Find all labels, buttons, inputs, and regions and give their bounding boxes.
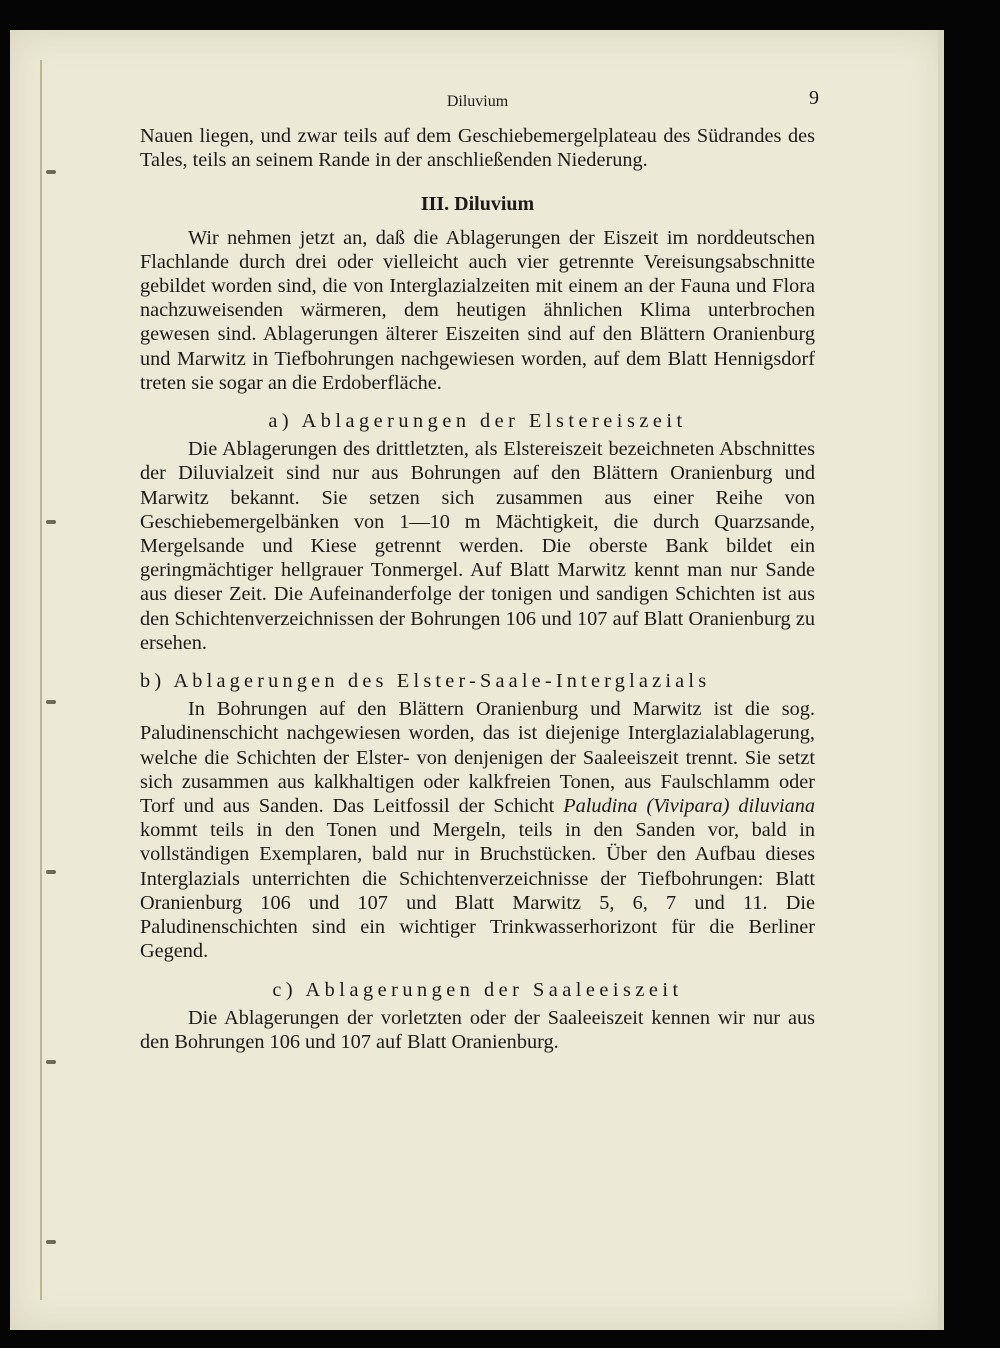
intro-paragraph: Nauen liegen, und zwar teils auf dem Geschiebemergelplateau des Südrandes des Tales, teils an seinem Rande in der anschließenden Niederung. bbox=[140, 125, 815, 172]
running-title: Diluvium bbox=[446, 93, 509, 110]
subsection-c-heading: c) Ablagerungen der Saaleeiszeit bbox=[272, 978, 683, 1001]
binding-stitch bbox=[46, 700, 56, 704]
fossil-name: Paludina (Vivipara) diluviana bbox=[563, 795, 815, 818]
subsection-b-paragraph bbox=[140, 697, 815, 963]
binding-stitch bbox=[46, 520, 56, 524]
subsection-c-paragraph: Die Ablagerungen der vorletzten oder der Saaleeiszeit kennen wir nur aus den Bohrungen 106 und 107 auf Blatt Oranienburg. bbox=[140, 1006, 815, 1053]
subsection-b-text-part1: In Bohrungen auf den Blättern Oranienburg und Marwitz ist die sog. Paludinenschicht nachgewiesen worden, das ist diejenige Interglazialablagerung, welche die Schichten der Elster- von denjenigen der Saaleeiszeit trennt. Sie setzt sich zusammen aus kalkhaltigen oder kalkfreien Tonen, aus Faulschlamm oder Torf und aus Sanden. Das Leitfossil der Schicht bbox=[140, 698, 815, 818]
binding-stitch bbox=[46, 870, 56, 874]
section-heading: III. Diluvium bbox=[420, 193, 535, 216]
binding-stitch bbox=[46, 170, 56, 174]
page-number: 9 bbox=[809, 87, 819, 109]
page-edge bbox=[938, 30, 944, 1330]
subsection-b-text-part2: kommt teils in den Tonen und Mergeln, teils in den Sanden vor, bald in vollständigen Exemplaren, bald nur in Bruchstücken. Über den Aufbau dieses Interglazials unterrichten die Schichtenverzeichnisse der Tiefbohrungen: Blatt Oranienburg 106 und 107 und Blatt Marwitz 5, 6, 7 und 11. Die Paludinenschichten sind ein wichtiger Trinkwasserhorizont für die Berliner Gegend. bbox=[140, 819, 815, 963]
section-paragraph: Wir nehmen jetzt an, daß die Ablagerungen der Eiszeit im norddeutschen Flachlande durch drei oder vielleicht auch vier getrennte Vereisungsabschnitte gebildet worden sind, die von Interglazialzeiten mit einem an der Fauna und Flora nachzuweisenden wärmeren, dem heutigen ähnlichen Klima unterbrochen gewesen sind. Ablagerungen älterer Eiszeiten sind auf den Blättern Oranienburg und Marwitz in Tiefbohrungen nachgewiesen worden, auf dem Blatt Hennigsdorf treten sie sogar an die Erdoberfläche. bbox=[140, 226, 815, 394]
subsection-b-heading: b) Ablagerungen des Elster-Saale-Interglazials bbox=[140, 670, 711, 693]
subsection-a-heading: a) Ablagerungen der Elstereiszeit bbox=[268, 410, 687, 433]
page-text bbox=[140, 87, 819, 1054]
binding-stitch bbox=[46, 1240, 56, 1244]
page-binding bbox=[40, 60, 64, 1300]
binding-stitch bbox=[46, 1060, 56, 1064]
subsection-a-paragraph: Die Ablagerungen des drittletzten, als Elstereiszeit bezeichneten Abschnittes der Diluvialzeit sind nur aus Bohrungen auf den Blättern Oranienburg und Marwitz bekannt. Sie setzen sich zusammen aus einer Reihe von Geschiebemergelbänken von 1—10 m Mächtigkeit, die durch Quarzsande, Mergelsande und Kiese getrennt werden. Die oberste Bank bildet ein geringmächtiger hellgrauer Tonmergel. Auf Blatt Marwitz kennt man nur Sande aus dieser Zeit. Die Aufeinanderfolge der tonigen und sandigen Schichten ist aus den Schichtenverzeichnissen der Bohrungen 106 und 107 auf Blatt Oranienburg zu ersehen. bbox=[140, 438, 815, 654]
page-header bbox=[140, 87, 819, 124]
